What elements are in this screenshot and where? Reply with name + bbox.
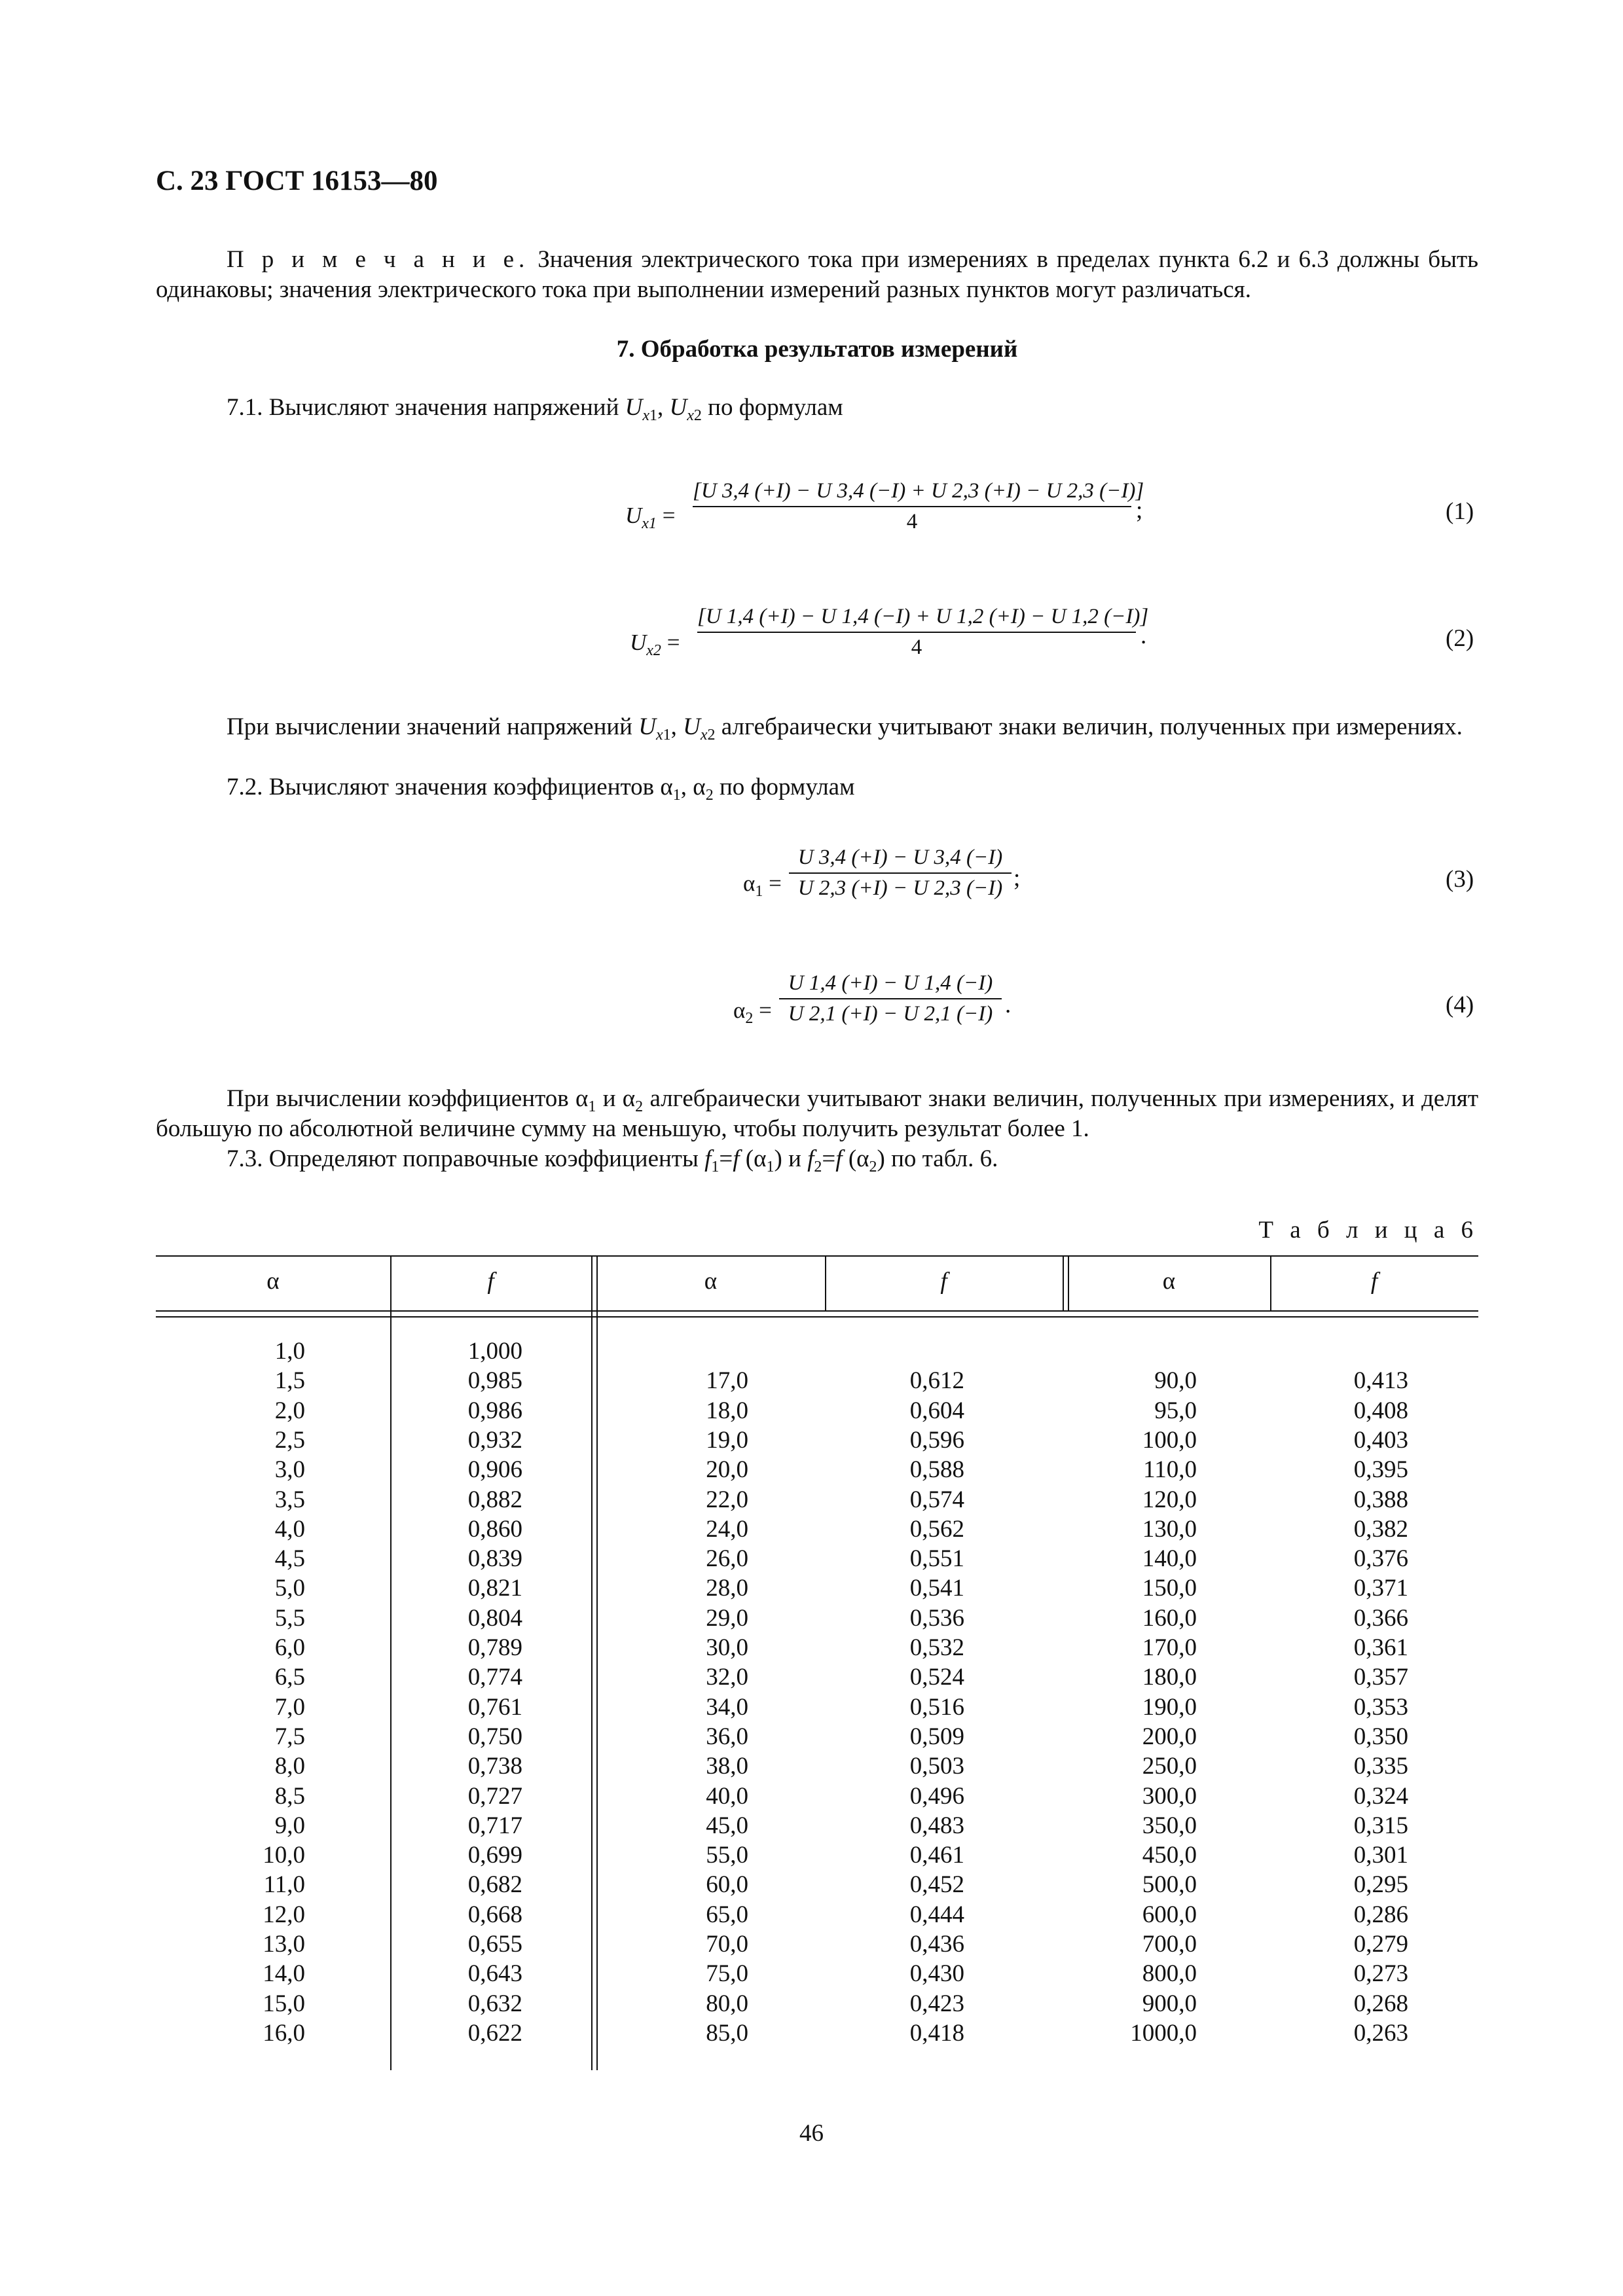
table-cell-alpha-2: 80,0	[706, 1990, 748, 2017]
note-text: Значения электрического тока при измерениях в пределах пункта 6.2 и 6.3 должны быть одинаковы; значения электрического тока при выполнении измерений разных пунктов могут различаться.	[156, 246, 1478, 303]
table-cell-alpha-2: 55,0	[706, 1842, 748, 1869]
table-cell-alpha-2: 40,0	[706, 1782, 748, 1810]
table-cell-alpha-3: 700,0	[1142, 1931, 1197, 1958]
table-cell-f-2: 0,503	[909, 1753, 964, 1780]
formula-2-bar	[697, 632, 1136, 633]
table-cell-f-3: 0,376	[1353, 1545, 1408, 1573]
table-cell-f-1: 0,668	[467, 1901, 522, 1928]
table-cell-alpha-3: 450,0	[1142, 1842, 1197, 1869]
table-cell-alpha-1: 3,0	[274, 1456, 305, 1484]
table-cell-f-2: 0,604	[909, 1397, 964, 1424]
table-cell-alpha-3: 90,0	[1154, 1367, 1197, 1395]
table-cell-f-3: 0,286	[1353, 1901, 1408, 1928]
table-cell-alpha-1: 14,0	[263, 1960, 305, 1988]
table-divider-2b	[596, 1255, 598, 2070]
table-cell-alpha-2: 28,0	[706, 1575, 748, 1602]
table-cell-f-2: 0,612	[909, 1367, 964, 1395]
table-cell-f-3: 0,408	[1353, 1397, 1408, 1424]
table-cell-alpha-2: 26,0	[706, 1545, 748, 1573]
table-cell-alpha-2: 70,0	[706, 1931, 748, 1958]
table-cell-alpha-1: 4,5	[274, 1545, 305, 1573]
table-cell-alpha-2: 22,0	[706, 1486, 748, 1513]
formula-2-end: .	[1140, 622, 1147, 649]
table-cell-f-3: 0,403	[1353, 1426, 1408, 1454]
formula-3-fraction	[789, 846, 1012, 901]
table-cell-alpha-1: 6,5	[274, 1664, 305, 1691]
table-cell-f-2: 0,588	[909, 1456, 964, 1484]
table-cell-f-3: 0,301	[1353, 1842, 1408, 1869]
table-cell-f-3: 0,366	[1353, 1604, 1408, 1632]
table-cell-f-3: 0,273	[1353, 1960, 1408, 1988]
table-cell-alpha-1: 2,0	[274, 1397, 305, 1424]
table-cell-f-3: 0,315	[1353, 1812, 1408, 1839]
formula-1-denominator: 4	[906, 510, 918, 533]
table-cell-alpha-2: 30,0	[706, 1634, 748, 1661]
table-cell-f-1: 0,789	[467, 1634, 522, 1661]
table-cell-f-2: 0,516	[909, 1693, 964, 1721]
table-cell-alpha-1: 10,0	[263, 1842, 305, 1869]
table-cell-f-3: 0,295	[1353, 1871, 1408, 1899]
formula-1-end: ;	[1136, 497, 1143, 524]
table-cell-alpha-2: 34,0	[706, 1693, 748, 1721]
formula-3-bar	[789, 872, 1012, 874]
page-header: С. 23 ГОСТ 16153—80	[156, 166, 438, 196]
table-cell-alpha-2: 65,0	[706, 1901, 748, 1928]
table-header-f-1: f	[487, 1268, 494, 1295]
table-cell-f-1: 0,839	[467, 1545, 522, 1573]
formula-2-number: (2)	[1446, 625, 1474, 652]
table-cell-alpha-1: 7,5	[274, 1723, 305, 1750]
table-cell-alpha-1: 5,5	[274, 1604, 305, 1632]
table-cell-f-1: 0,682	[467, 1871, 522, 1899]
table-cell-f-1: 0,906	[467, 1456, 522, 1484]
formula-4-end: .	[1005, 992, 1012, 1018]
table-divider-2a	[591, 1255, 593, 2070]
formula-4-number: (4)	[1446, 992, 1474, 1018]
table-cell-alpha-2: 17,0	[706, 1367, 748, 1395]
table-cell-alpha-1: 15,0	[263, 1990, 305, 2017]
table-cell-alpha-2: 24,0	[706, 1515, 748, 1543]
table-cell-f-3: 0,382	[1353, 1515, 1408, 1543]
table-caption: Т а б л и ц а 6	[1258, 1217, 1478, 1244]
formula-4-lhs: $\alpha_2$ =	[733, 997, 772, 1027]
table-cell-alpha-1: 1,5	[274, 1367, 305, 1395]
table-cell-alpha-1: 5,0	[274, 1575, 305, 1602]
table-cell-f-2: 0,551	[909, 1545, 964, 1573]
formula-3-numerator: U 3,4 (+I) − U 3,4 (−I)	[797, 846, 1003, 869]
table-cell-f-1: 0,821	[467, 1575, 522, 1602]
paragraph-after-formula-2: При вычислении значений напряжений $U_{x1}$, $U_{x2}$ алгебраически учитывают знаки величин, полученных при измерениях.	[227, 713, 1463, 744]
table-cell-alpha-2: 18,0	[706, 1397, 748, 1424]
table-cell-f-1: 0,774	[467, 1664, 522, 1691]
table-cell-f-3: 0,263	[1353, 2019, 1408, 2047]
table-cell-alpha-3: 150,0	[1142, 1575, 1197, 1602]
table-top-rule	[156, 1255, 1478, 1257]
table-cell-f-3: 0,395	[1353, 1456, 1408, 1484]
table-cell-alpha-3: 250,0	[1142, 1753, 1197, 1780]
table-cell-alpha-3: 95,0	[1154, 1397, 1197, 1424]
formula-3-number: (3)	[1446, 866, 1474, 893]
table-cell-f-1: 0,932	[467, 1426, 522, 1454]
table-cell-alpha-3: 800,0	[1142, 1960, 1197, 1988]
table-header-alpha-3: α	[1162, 1268, 1176, 1295]
table-cell-f-1: 0,860	[467, 1515, 522, 1543]
formula-1-fraction	[693, 479, 1144, 534]
table-cell-f-3: 0,353	[1353, 1693, 1408, 1721]
table-cell-alpha-2: 32,0	[706, 1664, 748, 1691]
table-cell-alpha-3: 190,0	[1142, 1693, 1197, 1721]
formula-3-lhs: $\alpha_1$ =	[743, 870, 782, 900]
table-cell-alpha-1: 4,0	[274, 1515, 305, 1543]
table-cell-f-1: 0,750	[467, 1723, 522, 1750]
table-cell-f-2: 0,496	[909, 1782, 964, 1810]
table-cell-alpha-3: 900,0	[1142, 1990, 1197, 2017]
page-number: 46	[799, 2120, 824, 2147]
table-cell-f-2: 0,509	[909, 1723, 964, 1750]
table-cell-alpha-2: 85,0	[706, 2019, 748, 2047]
formula-2-fraction	[697, 605, 1149, 660]
formula-2-numerator: [U 1,4 (+I) − U 1,4 (−I) + U 1,2 (+I) − U 1,2 (−I)]	[697, 605, 1149, 628]
section-title: 7. Обработка результатов измерений	[616, 336, 1018, 363]
table-cell-f-2: 0,536	[909, 1604, 964, 1632]
table-cell-f-2: 0,562	[909, 1515, 964, 1543]
table-cell-alpha-2: 20,0	[706, 1456, 748, 1484]
table-cell-f-3: 0,350	[1353, 1723, 1408, 1750]
table-cell-f-2: 0,461	[909, 1842, 964, 1869]
paragraph-after-formula-4: При вычислении коэффициентов $\alpha_1$ и $\alpha_2$ алгебраически учитывают знаки величин, полученных при измерениях, и делят большую по абсолютной величине сумму на меньшую, чтобы получить результат более 1.	[156, 1085, 1478, 1142]
table-header-rule-2	[156, 1316, 1478, 1318]
formula-1-numerator: [U 3,4 (+I) − U 3,4 (−I) + U 2,3 (+I) − U 2,3 (−I)]	[693, 479, 1144, 503]
table-cell-f-1: 0,699	[467, 1842, 522, 1869]
table-cell-alpha-3: 130,0	[1142, 1515, 1197, 1543]
table-cell-alpha-1: 16,0	[263, 2019, 305, 2047]
table-cell-alpha-1: 7,0	[274, 1693, 305, 1721]
table-cell-f-1: 0,717	[467, 1812, 522, 1839]
table-cell-alpha-2: 36,0	[706, 1723, 748, 1750]
table-cell-alpha-2: 45,0	[706, 1812, 748, 1839]
table-cell-f-1: 0,761	[467, 1693, 522, 1721]
table-cell-f-2: 0,423	[909, 1990, 964, 2017]
table-cell-alpha-3: 140,0	[1142, 1545, 1197, 1573]
table-cell-alpha-2: 75,0	[706, 1960, 748, 1988]
table-header-f-2: f	[940, 1268, 947, 1295]
table-cell-alpha-1: 11,0	[263, 1871, 305, 1899]
table-cell-f-3: 0,413	[1353, 1367, 1408, 1395]
table-cell-alpha-3: 500,0	[1142, 1871, 1197, 1899]
table-cell-f-1: 0,986	[467, 1397, 522, 1424]
table-cell-alpha-1: 8,5	[274, 1782, 305, 1810]
table-cell-alpha-3: 170,0	[1142, 1634, 1197, 1661]
table-cell-alpha-1: 6,0	[274, 1634, 305, 1661]
formula-4-denominator: U 2,1 (+I) − U 2,1 (−I)	[788, 1002, 993, 1026]
table-cell-alpha-2: 38,0	[706, 1753, 748, 1780]
table-header-f-3: f	[1370, 1268, 1378, 1295]
formula-4-bar	[779, 998, 1002, 999]
table-cell-f-2: 0,541	[909, 1575, 964, 1602]
table-cell-f-2: 0,452	[909, 1871, 964, 1899]
table-cell-f-1: 0,804	[467, 1604, 522, 1632]
table-cell-f-3: 0,361	[1353, 1634, 1408, 1661]
table-cell-alpha-3: 200,0	[1142, 1723, 1197, 1750]
table-cell-f-3: 0,388	[1353, 1486, 1408, 1513]
table-cell-f-2: 0,418	[909, 2019, 964, 2047]
table-cell-f-1: 0,738	[467, 1753, 522, 1780]
table-cell-f-2: 0,574	[909, 1486, 964, 1513]
table-cell-alpha-3: 110,0	[1143, 1456, 1197, 1484]
formula-4-numerator: U 1,4 (+I) − U 1,4 (−I)	[788, 971, 993, 995]
table-cell-alpha-1: 2,5	[274, 1426, 305, 1454]
table-cell-f-1: 0,643	[467, 1960, 522, 1988]
table-cell-f-3: 0,268	[1353, 1990, 1408, 2017]
table-cell-f-1: 0,622	[467, 2019, 522, 2047]
table-header-alpha-1: α	[266, 1268, 280, 1295]
formula-1-bar	[693, 506, 1131, 507]
table-cell-alpha-3: 120,0	[1142, 1486, 1197, 1513]
table-cell-alpha-2: 19,0	[706, 1426, 748, 1454]
table-cell-alpha-3: 100,0	[1142, 1426, 1197, 1454]
table-cell-alpha-1: 1,0	[274, 1338, 305, 1365]
table-cell-alpha-3: 160,0	[1142, 1604, 1197, 1632]
table-cell-f-1: 1,000	[467, 1338, 522, 1365]
table-cell-alpha-1: 3,5	[274, 1486, 305, 1513]
table-header-rule-1	[156, 1310, 1478, 1312]
table-cell-f-3: 0,279	[1353, 1931, 1408, 1958]
table-cell-alpha-2: 60,0	[706, 1871, 748, 1899]
table-cell-f-2: 0,444	[909, 1901, 964, 1928]
paragraph-7-3: 7.3. Определяют поправочные коэффициенты $f_1=f$ $(\alpha_1)$ и $f_2=f$ $(\alpha_2)$ по табл. 6.	[227, 1145, 998, 1175]
table-cell-f-2: 0,483	[909, 1812, 964, 1839]
table-cell-alpha-3: 600,0	[1142, 1901, 1197, 1928]
formula-2-denominator: 4	[911, 636, 922, 659]
table-cell-f-3: 0,371	[1353, 1575, 1408, 1602]
paragraph-7-1: 7.1. Вычисляют значения напряжений $U_{x1}$, $U_{x2}$ по формулам	[227, 394, 843, 424]
formula-1-number: (1)	[1446, 498, 1474, 525]
formula-3-denominator: U 2,3 (+I) − U 2,3 (−I)	[797, 876, 1003, 900]
table-cell-alpha-3: 300,0	[1142, 1782, 1197, 1810]
paragraph-7-2: 7.2. Вычисляют значения коэффициентов $\alpha_1$, $\alpha_2$ по формулам	[227, 774, 855, 804]
table-cell-alpha-1: 12,0	[263, 1901, 305, 1928]
table-cell-f-3: 0,324	[1353, 1782, 1408, 1810]
table-cell-f-2: 0,596	[909, 1426, 964, 1454]
table-cell-f-2: 0,524	[909, 1664, 964, 1691]
formula-3-end: ;	[1013, 865, 1021, 891]
table-cell-f-3: 0,335	[1353, 1753, 1408, 1780]
table-cell-alpha-3: 180,0	[1142, 1664, 1197, 1691]
table-cell-f-1: 0,727	[467, 1782, 522, 1810]
table-cell-f-3: 0,357	[1353, 1664, 1408, 1691]
table-header-alpha-2: α	[704, 1268, 718, 1295]
formula-1-lhs: $U_{x1}$ =	[625, 503, 676, 532]
table-cell-alpha-1: 8,0	[274, 1753, 305, 1780]
table-cell-alpha-1: 13,0	[263, 1931, 305, 1958]
table-cell-alpha-3: 1000,0	[1130, 2019, 1197, 2047]
table-cell-alpha-2: 29,0	[706, 1604, 748, 1632]
note-paragraph	[156, 245, 1478, 305]
formula-2-lhs: $U_{x2}$ =	[630, 630, 680, 659]
note-label: П р и м е ч а н и е.	[227, 246, 530, 273]
table-cell-f-2: 0,436	[909, 1931, 964, 1958]
table-cell-f-1: 0,882	[467, 1486, 522, 1513]
table-cell-f-1: 0,655	[467, 1931, 522, 1958]
table-cell-alpha-3: 350,0	[1142, 1812, 1197, 1839]
table-divider-4a-header	[1063, 1255, 1064, 1310]
formula-4-fraction	[779, 971, 1002, 1026]
table-cell-f-2: 0,430	[909, 1960, 964, 1988]
table-cell-f-2: 0,532	[909, 1634, 964, 1661]
table-cell-f-1: 0,632	[467, 1990, 522, 2017]
table-cell-alpha-1: 9,0	[274, 1812, 305, 1839]
table-cell-f-1: 0,985	[467, 1367, 522, 1395]
